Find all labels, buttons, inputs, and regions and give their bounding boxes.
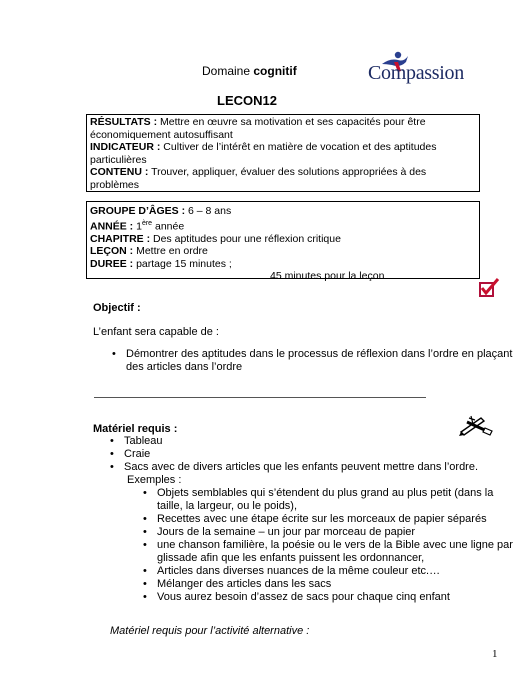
lesson-label: LEÇON :: [90, 245, 134, 257]
duration-line: [90, 258, 476, 271]
examples-list: [157, 487, 513, 604]
example-item: [157, 487, 502, 513]
info-box: [86, 201, 480, 282]
objective-bullet-2: des articles dans l’ordre: [126, 361, 243, 373]
year-line: [90, 218, 476, 233]
results-text-2: économiquement autosuffisant: [90, 128, 233, 141]
pencil-ruler-icon: [459, 414, 493, 436]
example-text: • Objets semblables qui s’étendent du plus grand au plus petit (dans la: [157, 487, 494, 499]
results-text-1: Mettre en œuvre sa motivation et ses capacités pour être: [157, 116, 426, 128]
content-text-1: Trouver, appliquer, évaluer des solutions appropriées à des: [148, 166, 427, 178]
lesson-text: Mettre en ordre: [133, 245, 208, 257]
example-text: taille, la largeur, ou le poids),: [157, 500, 298, 512]
materials-item: • Tableau: [124, 435, 504, 448]
age-line: [90, 205, 476, 218]
year-sup: ère: [141, 219, 153, 227]
materials-item: • Sacs avec de divers articles que les enfants peuvent mettre dans l’ordre.: [124, 461, 504, 474]
materials-item: • Craie: [124, 448, 504, 461]
example-text: • Jours de la semaine – un jour par morceau de papier: [157, 526, 416, 538]
example-text: • Mélanger des articles dans les sacs: [157, 578, 332, 590]
lesson-line: [90, 245, 476, 258]
domain-bold: cognitif: [253, 64, 297, 78]
materials-list: [124, 435, 504, 474]
alternative-materials-heading: Matériel requis pour l’activité alternative :: [110, 625, 310, 637]
duration-text-2: 45 minutes pour la leçon: [270, 270, 385, 282]
indicator-label: INDICATEUR :: [90, 141, 161, 153]
year-num: 1: [133, 220, 142, 232]
results-line: [90, 116, 476, 129]
duration-label: DUREE :: [90, 257, 134, 270]
content-label: CONTENU :: [90, 166, 149, 178]
indicator-text-2: particulières: [90, 153, 147, 166]
indicator-line: [90, 141, 476, 154]
example-text: glissade afin que les enfants puissent les ordonnancer,: [157, 552, 425, 564]
example-text: • Articles dans diverses nuances de la même couleur etc.…: [157, 565, 441, 577]
objective-intro: L’enfant sera capable de :: [93, 326, 219, 338]
example-item: [157, 565, 502, 578]
objective-list: [126, 348, 513, 374]
age-text: 6 – 8 ans: [185, 205, 232, 217]
objective-bullet-1: • Démontrer des aptitudes dans le processus de réflexion dans l’ordre en plaçant: [126, 348, 513, 360]
example-text: • Vous aurez besoin d’assez de sacs pour chaque cinq enfant: [157, 591, 450, 603]
objective-item: [126, 348, 513, 374]
age-label: GROUPE D’ÂGES :: [90, 205, 186, 217]
objective-heading: Objectif :: [93, 302, 141, 314]
compassion-logo: [368, 50, 464, 88]
example-item: [157, 526, 502, 539]
example-item: [157, 591, 502, 604]
example-item: [157, 578, 502, 591]
content-text-2: problèmes: [90, 178, 140, 191]
logo-name: Compassion: [368, 62, 464, 84]
examples-label: Exemples :: [127, 474, 182, 486]
example-text: • une chanson familière, la poésie ou le vers de la Bible avec une ligne par: [157, 539, 513, 551]
chapter-text: Des aptitudes pour une réflexion critique: [150, 232, 341, 245]
example-item: [157, 513, 502, 526]
section-divider: [94, 397, 426, 398]
domain-prefix: Domaine: [202, 64, 254, 78]
duration-text: partage 15 minutes ;: [133, 257, 232, 270]
page-number: 1: [492, 648, 498, 660]
year-text: année: [152, 220, 185, 232]
lesson-title: LECON12: [217, 93, 277, 108]
results-label: RÉSULTATS :: [90, 116, 158, 128]
checkmark-box-icon: [478, 277, 500, 299]
chapter-label: CHAPITRE :: [90, 232, 151, 245]
results-box: [86, 114, 480, 192]
domain-title: [202, 64, 297, 78]
year-label: ANNÉE :: [90, 220, 134, 232]
example-item: [157, 539, 513, 565]
example-text: • Recettes avec une étape écrite sur les morceaux de papier séparés: [157, 513, 487, 525]
content-line: [90, 166, 476, 179]
indicator-text-1: Cultiver de l’intérêt en matière de vocation et des aptitudes: [160, 141, 437, 153]
chapter-line: [90, 233, 476, 246]
materials-heading: Matériel requis :: [93, 423, 178, 435]
